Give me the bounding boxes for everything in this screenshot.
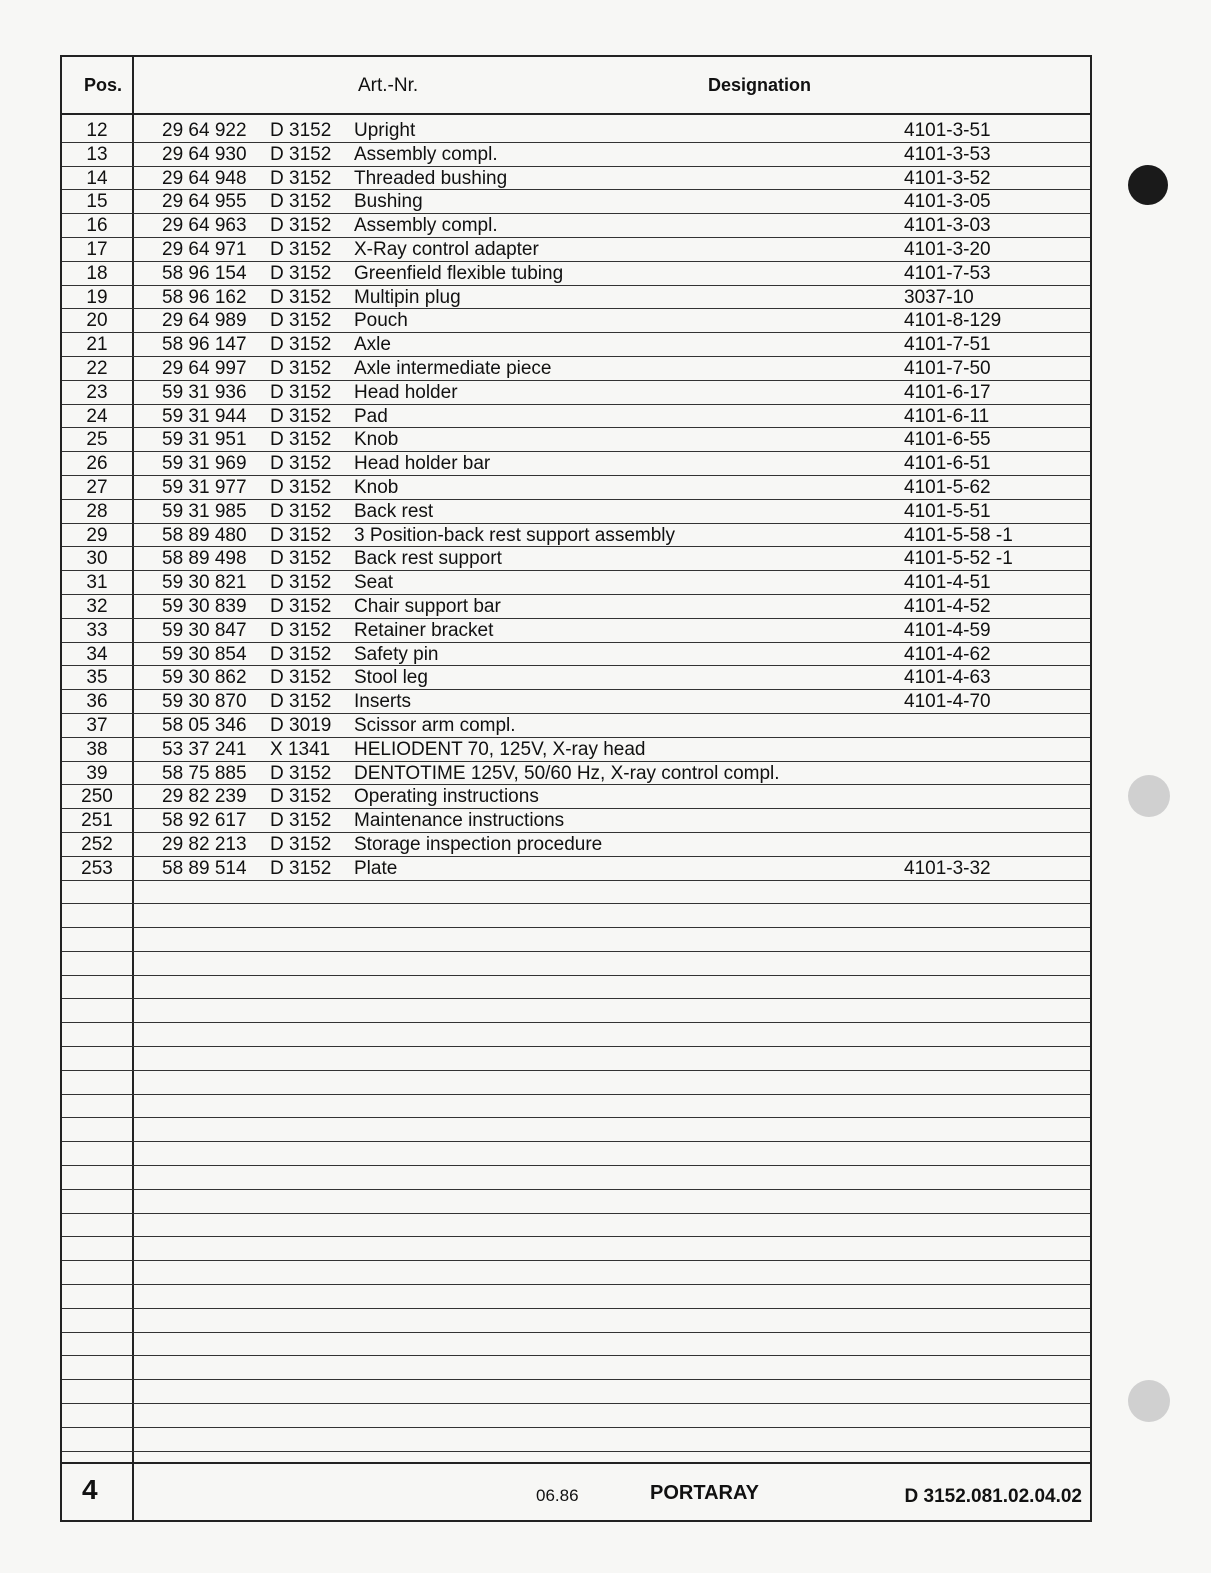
row-drawing-ref: 4101-5-51: [904, 500, 991, 522]
row-art-nr: 59 31 969: [162, 453, 247, 475]
row-drawing-ref: 4101-3-20: [904, 238, 991, 260]
row-code: D 3152: [270, 786, 332, 808]
parts-table-body: [62, 119, 1090, 1452]
table-row: [62, 190, 1090, 214]
row-code: D 3152: [270, 215, 332, 237]
row-designation: Retainer bracket: [354, 619, 494, 641]
empty-table-row: [62, 1071, 1090, 1095]
row-pos: 20: [86, 310, 108, 332]
table-row: [62, 500, 1090, 524]
row-drawing-ref: 3037-10: [904, 286, 974, 308]
table-row: [62, 714, 1090, 738]
row-art-nr: 29 64 989: [162, 310, 247, 332]
table-row: [62, 666, 1090, 690]
row-pos: 21: [86, 334, 108, 356]
empty-table-row: [62, 1047, 1090, 1071]
table-row: [62, 571, 1090, 595]
row-art-nr: 29 64 922: [162, 120, 247, 141]
row-art-nr: 59 30 854: [162, 643, 247, 665]
row-pos: 16: [86, 215, 108, 237]
row-designation: Pad: [354, 405, 388, 427]
row-pos: 22: [86, 357, 108, 379]
row-art-nr: 59 30 862: [162, 667, 247, 689]
row-pos: 31: [86, 572, 108, 594]
row-designation: Plate: [354, 857, 398, 879]
row-pos: 14: [86, 167, 108, 189]
header-pos: Pos.: [84, 75, 123, 95]
row-pos: 34: [86, 643, 108, 665]
row-art-nr: 29 82 213: [162, 833, 247, 855]
header-art-nr: Art.-Nr.: [358, 75, 419, 96]
table-row: [62, 238, 1090, 262]
row-drawing-ref: 4101-4-51: [904, 572, 991, 594]
row-pos: 19: [86, 286, 108, 308]
row-code: D 3152: [270, 453, 332, 475]
row-drawing-ref: 4101-4-62: [904, 643, 991, 665]
row-pos: 15: [86, 191, 108, 213]
empty-table-row: [62, 881, 1090, 905]
row-designation: Back rest support: [354, 548, 502, 570]
row-drawing-ref: 4101-8-129: [904, 310, 1002, 332]
row-pos: 18: [86, 262, 108, 284]
table-row: [62, 476, 1090, 500]
row-designation: Scissor arm compl.: [354, 714, 516, 736]
row-designation: Threaded bushing: [354, 167, 508, 189]
table-row: [62, 738, 1090, 762]
table-row: [62, 309, 1090, 333]
row-art-nr: 59 30 821: [162, 572, 247, 594]
row-pos: 37: [86, 714, 108, 736]
row-drawing-ref: 4101-7-51: [904, 334, 991, 356]
empty-table-row: [62, 904, 1090, 928]
punch-hole-marker: [1128, 165, 1168, 205]
row-pos: 250: [81, 786, 113, 808]
row-drawing-ref: 4101-4-52: [904, 595, 991, 617]
row-art-nr: 59 30 870: [162, 691, 247, 713]
footer-doc-number: D 3152.081.02.04.02: [904, 1486, 1082, 1507]
row-art-nr: 59 31 977: [162, 476, 247, 498]
table-row: [62, 286, 1090, 310]
row-art-nr: 59 31 944: [162, 405, 247, 427]
row-pos: 12: [86, 120, 108, 141]
row-designation: Knob: [354, 429, 399, 451]
empty-table-row: [62, 1404, 1090, 1428]
table-row: [62, 547, 1090, 571]
row-pos: 35: [86, 667, 108, 689]
row-drawing-ref: 4101-7-50: [904, 357, 991, 379]
row-code: D 3152: [270, 524, 332, 546]
row-designation: Assembly compl.: [354, 143, 498, 165]
row-art-nr: 58 89 498: [162, 548, 247, 570]
empty-table-row: [62, 1214, 1090, 1238]
row-designation: Back rest: [354, 500, 434, 522]
row-designation: Axle: [354, 334, 391, 356]
empty-table-row: [62, 952, 1090, 976]
empty-table-row: [62, 1023, 1090, 1047]
table-row: [62, 119, 1090, 143]
row-designation: 3 Position-back rest support assembly: [354, 524, 676, 546]
row-code: D 3152: [270, 334, 332, 356]
row-pos: 39: [86, 762, 108, 784]
row-pos: 252: [81, 833, 113, 855]
row-pos: 13: [86, 143, 108, 165]
row-pos: 26: [86, 453, 108, 475]
row-drawing-ref: 4101-3-05: [904, 191, 991, 213]
empty-table-row: [62, 1237, 1090, 1261]
row-art-nr: 58 75 885: [162, 762, 247, 784]
row-drawing-ref: 4101-3-52: [904, 167, 991, 189]
row-designation: Bushing: [354, 191, 423, 213]
row-pos: 30: [86, 548, 108, 570]
empty-table-row: [62, 1142, 1090, 1166]
table-row: [62, 619, 1090, 643]
empty-table-row: [62, 1118, 1090, 1142]
empty-table-row: [62, 1380, 1090, 1404]
parts-list-sheet: [60, 55, 1092, 1522]
empty-table-row: [62, 1309, 1090, 1333]
row-code: D 3152: [270, 500, 332, 522]
empty-table-row: [62, 1166, 1090, 1190]
row-art-nr: 59 31 936: [162, 381, 247, 403]
row-pos: 38: [86, 738, 108, 760]
footer-date: 06.86: [536, 1486, 579, 1505]
row-art-nr: 29 64 997: [162, 357, 247, 379]
row-drawing-ref: 4101-6-51: [904, 453, 991, 475]
empty-table-row: [62, 999, 1090, 1023]
table-row: [62, 357, 1090, 381]
row-drawing-ref: 4101-4-59: [904, 619, 991, 641]
row-art-nr: 58 05 346: [162, 714, 247, 736]
row-art-nr: 29 64 930: [162, 143, 247, 165]
row-code: D 3152: [270, 810, 332, 832]
row-code: D 3152: [270, 381, 332, 403]
row-designation: Stool leg: [354, 667, 428, 689]
empty-table-row: [62, 1261, 1090, 1285]
row-drawing-ref: 4101-3-53: [904, 143, 991, 165]
row-pos: 23: [86, 381, 108, 403]
row-designation: Assembly compl.: [354, 215, 498, 237]
row-pos: 25: [86, 429, 108, 451]
table-row: [62, 643, 1090, 667]
row-designation: Axle intermediate piece: [354, 357, 552, 379]
row-designation: Head holder bar: [354, 453, 491, 475]
row-art-nr: 58 89 480: [162, 524, 247, 546]
row-code: D 3152: [270, 857, 332, 879]
row-code: D 3152: [270, 476, 332, 498]
row-art-nr: 58 96 162: [162, 286, 247, 308]
row-art-nr: 58 96 147: [162, 334, 247, 356]
row-art-nr: 29 64 971: [162, 238, 247, 260]
table-row: [62, 833, 1090, 857]
row-code: D 3152: [270, 310, 332, 332]
row-code: D 3152: [270, 238, 332, 260]
footer-product: PORTARAY: [650, 1482, 759, 1504]
row-code: D 3152: [270, 691, 332, 713]
row-code: D 3152: [270, 405, 332, 427]
row-art-nr: 53 37 241: [162, 738, 247, 760]
row-art-nr: 59 30 847: [162, 619, 247, 641]
punch-hole: [1128, 1380, 1170, 1422]
table-row: [62, 595, 1090, 619]
empty-table-row: [62, 1333, 1090, 1357]
row-drawing-ref: 4101-4-63: [904, 667, 991, 689]
empty-table-row: [62, 976, 1090, 1000]
row-designation: Storage inspection procedure: [354, 833, 603, 855]
row-code: D 3152: [270, 120, 332, 141]
row-designation: X-Ray control adapter: [354, 238, 539, 260]
table-row: [62, 785, 1090, 809]
row-art-nr: 59 31 951: [162, 429, 247, 451]
table-row: [62, 428, 1090, 452]
row-designation: Upright: [354, 120, 416, 141]
row-code: D 3152: [270, 357, 332, 379]
row-designation: Chair support bar: [354, 595, 501, 617]
row-designation: Inserts: [354, 691, 412, 713]
row-drawing-ref: 4101-5-58 -1: [904, 524, 1013, 546]
row-code: D 3152: [270, 833, 332, 855]
row-code: D 3152: [270, 167, 332, 189]
row-designation: Knob: [354, 476, 399, 498]
row-designation: Safety pin: [354, 643, 439, 665]
row-code: D 3152: [270, 595, 332, 617]
row-designation: Greenfield flexible tubing: [354, 262, 564, 284]
row-code: D 3152: [270, 191, 332, 213]
row-drawing-ref: 4101-4-70: [904, 691, 991, 713]
row-drawing-ref: 4101-6-11: [904, 405, 990, 427]
row-code: X 1341: [270, 738, 331, 760]
row-drawing-ref: 4101-5-52 -1: [904, 548, 1013, 570]
row-designation: HELIODENT 70, 125V, X-ray head: [354, 738, 646, 760]
row-code: D 3152: [270, 619, 332, 641]
table-row: [62, 381, 1090, 405]
header-designation: Designation: [708, 75, 812, 95]
table-row: [62, 762, 1090, 786]
row-pos: 253: [81, 857, 113, 879]
table-row: [62, 405, 1090, 429]
row-art-nr: 29 64 948: [162, 167, 247, 189]
row-drawing-ref: 4101-3-32: [904, 857, 991, 879]
row-code: D 3152: [270, 143, 332, 165]
row-pos: 251: [81, 810, 113, 832]
row-pos: 33: [86, 619, 108, 641]
row-drawing-ref: 4101-3-03: [904, 215, 991, 237]
row-drawing-ref: 4101-3-51: [904, 120, 991, 141]
row-art-nr: 59 31 985: [162, 500, 247, 522]
row-pos: 32: [86, 595, 108, 617]
table-row: [62, 452, 1090, 476]
row-art-nr: 58 96 154: [162, 262, 247, 284]
empty-table-row: [62, 1428, 1090, 1452]
row-designation: Operating instructions: [354, 786, 539, 808]
row-drawing-ref: 4101-5-62: [904, 476, 991, 498]
empty-table-row: [62, 1356, 1090, 1380]
row-art-nr: 59 30 839: [162, 595, 247, 617]
table-row: [62, 690, 1090, 714]
table-row: [62, 262, 1090, 286]
row-code: D 3152: [270, 643, 332, 665]
table-row: [62, 143, 1090, 167]
table-row: [62, 333, 1090, 357]
row-pos: 27: [86, 476, 108, 498]
row-code: D 3152: [270, 572, 332, 594]
row-pos: 17: [86, 238, 108, 260]
row-pos: 28: [86, 500, 108, 522]
row-drawing-ref: 4101-7-53: [904, 262, 991, 284]
table-row: [62, 857, 1090, 881]
row-art-nr: 29 64 955: [162, 191, 247, 213]
row-art-nr: 29 64 963: [162, 215, 247, 237]
row-code: D 3152: [270, 762, 332, 784]
table-header: [62, 57, 1090, 115]
row-code: D 3152: [270, 286, 332, 308]
row-code: D 3019: [270, 714, 332, 736]
table-row: [62, 167, 1090, 191]
empty-table-row: [62, 1190, 1090, 1214]
row-art-nr: 58 89 514: [162, 857, 247, 879]
row-art-nr: 58 92 617: [162, 810, 247, 832]
empty-table-row: [62, 1285, 1090, 1309]
table-row: [62, 214, 1090, 238]
table-row: [62, 524, 1090, 548]
row-designation: Head holder: [354, 381, 458, 403]
row-code: D 3152: [270, 548, 332, 570]
punch-hole: [1128, 775, 1170, 817]
page-number: 4: [82, 1474, 98, 1505]
row-code: D 3152: [270, 262, 332, 284]
empty-table-row: [62, 1095, 1090, 1119]
row-art-nr: 29 82 239: [162, 786, 247, 808]
row-code: D 3152: [270, 429, 332, 451]
empty-table-row: [62, 928, 1090, 952]
row-code: D 3152: [270, 667, 332, 689]
row-designation: Seat: [354, 572, 394, 594]
row-designation: DENTOTIME 125V, 50/60 Hz, X-ray control compl.: [354, 762, 780, 784]
row-pos: 36: [86, 691, 108, 713]
row-designation: Maintenance instructions: [354, 810, 565, 832]
row-drawing-ref: 4101-6-55: [904, 429, 991, 451]
row-designation: Multipin plug: [354, 286, 461, 308]
row-pos: 29: [86, 524, 108, 546]
row-designation: Pouch: [354, 310, 408, 332]
page-footer: [62, 1462, 1090, 1520]
row-drawing-ref: 4101-6-17: [904, 381, 991, 403]
table-row: [62, 809, 1090, 833]
row-pos: 24: [86, 405, 108, 427]
